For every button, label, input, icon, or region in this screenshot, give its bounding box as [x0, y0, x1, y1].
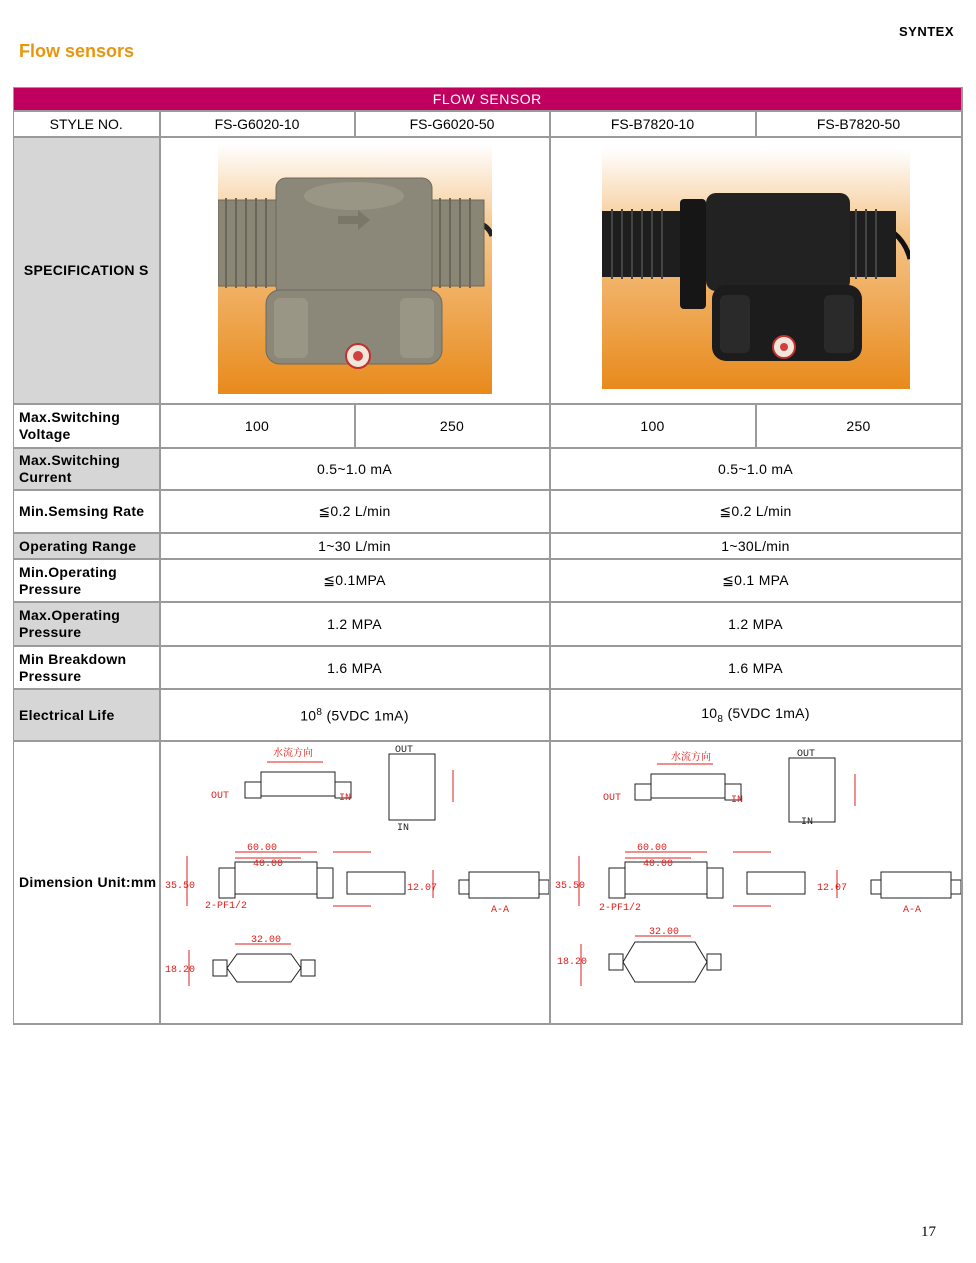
spec-table — [13, 87, 963, 1025]
svg-text:40.00: 40.00 — [642, 859, 673, 870]
page-title: Flow sensors — [19, 41, 135, 61]
svg-text:OUT: OUT — [602, 793, 621, 804]
svg-text:18.20: 18.20 — [164, 965, 195, 976]
rate-value-g: ≦0.2 L/min — [160, 490, 550, 533]
min-pressure-label: Min.Operating Pressure — [14, 559, 160, 602]
style-cell: FS-G6020-50 — [355, 111, 550, 137]
voltage-label: Max.Switching Voltage — [14, 404, 160, 448]
svg-text:OUT: OUT — [210, 791, 229, 802]
rate-value-b: ≦0.2 L/min — [550, 490, 962, 533]
current-value-b: 0.5~1.0 mA — [550, 448, 962, 490]
svg-text:35.50: 35.50 — [554, 881, 585, 892]
svg-text:IN: IN — [730, 795, 743, 806]
svg-text:12.07: 12.07 — [406, 883, 437, 894]
voltage-value: 250 — [756, 404, 962, 448]
life-label: Electrical Life — [14, 689, 160, 741]
svg-text:32.00: 32.00 — [648, 927, 679, 938]
svg-text:35.50: 35.50 — [164, 881, 195, 892]
min-pressure-value-b: ≦0.1 MPA — [550, 559, 962, 602]
product-photo-gray — [218, 144, 492, 397]
life-value-b: $10_8$ (5VDC 1mA) — [550, 689, 962, 741]
svg-text:水流方向: 水流方向 — [670, 753, 711, 764]
table-banner: FLOW SENSOR — [14, 88, 962, 112]
svg-text:水流方向: 水流方向 — [272, 749, 313, 760]
photo-cell-b — [550, 137, 962, 404]
voltage-value: 250 — [355, 404, 550, 448]
range-value-b: 1~30L/min — [550, 533, 962, 559]
svg-text:IN: IN — [338, 793, 351, 804]
brand-name: SYNTEX — [898, 24, 954, 39]
svg-text:IN: IN — [800, 817, 813, 828]
technical-drawing-b — [551, 742, 961, 1020]
current-value-g: 0.5~1.0 mA — [160, 448, 550, 490]
style-label: STYLE NO. — [14, 111, 160, 137]
svg-text:2-PF1/2: 2-PF1/2 — [598, 903, 641, 914]
max-pressure-value-g: 1.2 MPA — [160, 602, 550, 646]
svg-text:32.00: 32.00 — [250, 935, 281, 946]
spec-label: SPECIFICATION S — [14, 137, 160, 404]
header-row — [14, 111, 962, 137]
min-pressure-value-g: ≦0.1MPA — [160, 559, 550, 602]
max-pressure-label: Max.Operating Pressure — [14, 602, 160, 646]
voltage-value: 100 — [550, 404, 756, 448]
svg-text:OUT: OUT — [796, 749, 815, 760]
technical-drawing-g — [161, 742, 549, 1020]
current-label: Max.Switching Current — [14, 448, 160, 490]
svg-text:60.00: 60.00 — [246, 843, 277, 854]
voltage-value: 100 — [160, 404, 355, 448]
svg-text:A-A: A-A — [902, 905, 921, 916]
style-cell: FS-B7820-10 — [550, 111, 756, 137]
svg-text:OUT: OUT — [394, 745, 413, 756]
dimension-label: Dimension Unit:mm — [14, 741, 160, 1024]
photo-cell-g — [160, 137, 550, 404]
svg-text:2-PF1/2: 2-PF1/2 — [204, 901, 247, 912]
breakdown-value-b: 1.6 MPA — [550, 646, 962, 689]
svg-text:60.00: 60.00 — [636, 843, 667, 854]
style-cell: FS-B7820-50 — [756, 111, 962, 137]
svg-text:12.07: 12.07 — [816, 883, 847, 894]
svg-text:40.00: 40.00 — [252, 859, 283, 870]
max-pressure-value-b: 1.2 MPA — [550, 602, 962, 646]
svg-text:A-A: A-A — [490, 905, 509, 916]
page-number: 17 — [921, 1224, 936, 1240]
style-cell: FS-G6020-10 — [160, 111, 355, 137]
svg-text:18.20: 18.20 — [556, 957, 587, 968]
range-label: Operating Range — [14, 533, 160, 559]
dimension-drawing-g — [160, 741, 550, 1024]
range-value-g: 1~30 L/min — [160, 533, 550, 559]
breakdown-label: Min Breakdown Pressure — [14, 646, 160, 689]
life-value-g: $10^8$ (5VDC 1mA) — [160, 689, 550, 741]
svg-text:IN: IN — [396, 823, 409, 834]
rate-label: Min.Semsing Rate — [14, 490, 160, 533]
product-photo-black — [602, 149, 910, 392]
dimension-drawing-b — [550, 741, 962, 1024]
breakdown-value-g: 1.6 MPA — [160, 646, 550, 689]
